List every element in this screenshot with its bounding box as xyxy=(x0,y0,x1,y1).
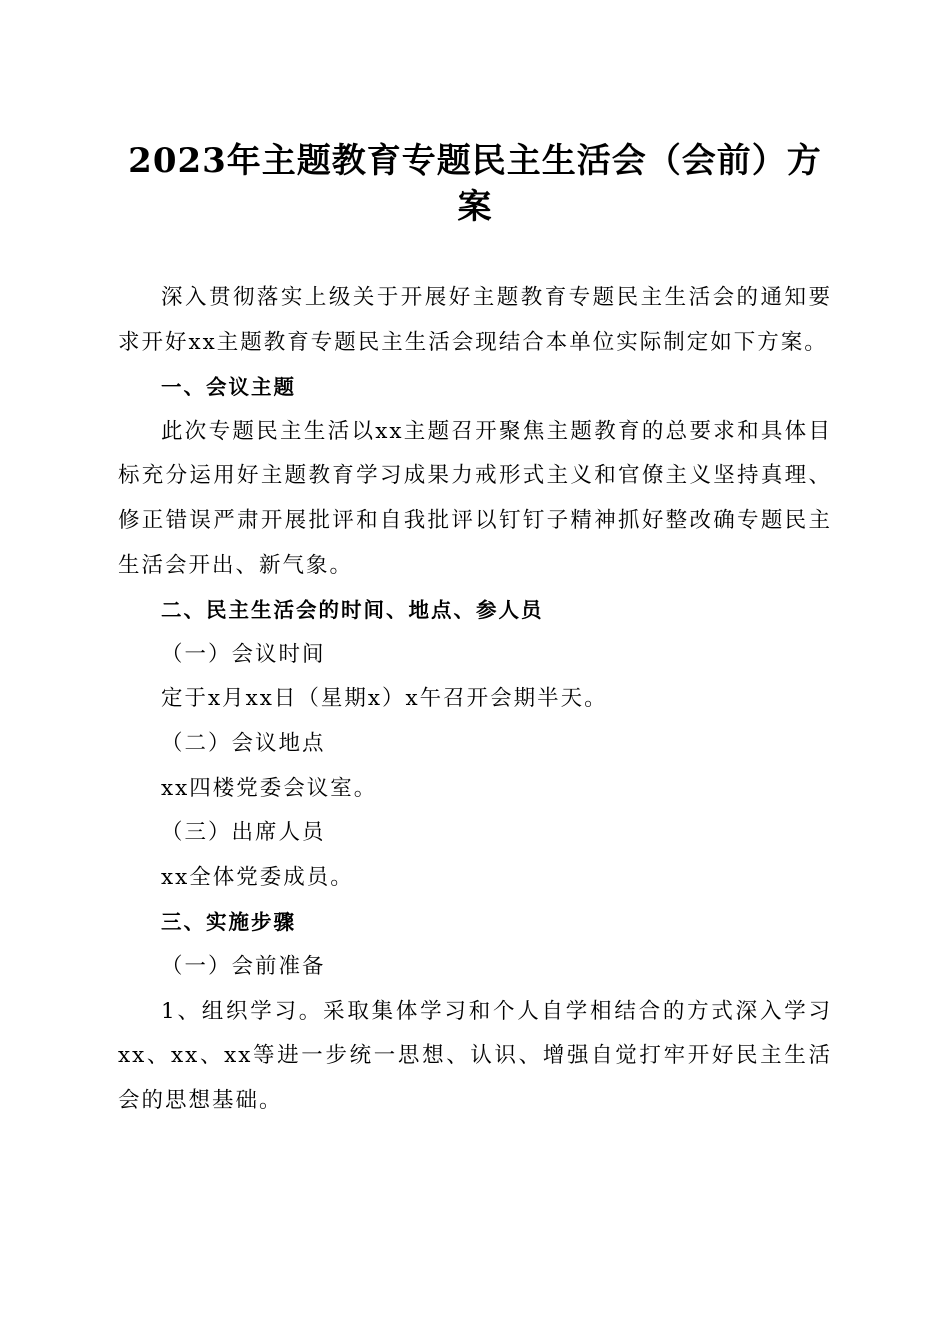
meeting-place-text: xx四楼党委会议室。 xyxy=(161,775,378,801)
document-body xyxy=(118,276,832,1123)
section-heading-implementation-steps: 三、实施步骤 xyxy=(161,910,296,935)
intro-paragraph: 深入贯彻落实上级关于开展好主题教育专题民主生活会的通知要求开好xx主题教育专题民主生活会现结合本单位实际制定如下方案。 xyxy=(118,285,832,355)
theme-paragraph: 此次专题民主生活以xx主题召开聚焦主题教育的总要求和具体目标充分运用好主题教育学习成果力戒形式主义和官僚主义坚持真理、修正错误严肃开展批评和自我批评以钉钉子精神抓好整改确专题民主生活会开出、新气象。 xyxy=(118,418,832,578)
section-heading-theme: 一、会议主题 xyxy=(161,375,296,400)
subheading-pre-meeting-preparation: （一）会前准备 xyxy=(161,953,326,979)
attendees-text: xx全体党委成员。 xyxy=(161,864,354,890)
meeting-time-text: 定于x月xx日（星期x）x午召开会期半天。 xyxy=(161,686,608,712)
subheading-attendees: （三）出席人员 xyxy=(161,820,326,846)
subheading-meeting-place: （二）会议地点 xyxy=(161,730,326,756)
organize-study-paragraph: 1、组织学习。采取集体学习和个人自学相结合的方式深入学习xx、xx、xx等进一步统一思想、认识、增强自觉打牢开好民主生活会的思想基础。 xyxy=(118,998,832,1113)
subheading-meeting-time: （一）会议时间 xyxy=(161,641,326,667)
document-title: 2023年主题教育专题民主生活会（会前）方案 xyxy=(128,141,822,227)
section-heading-time-place-attendees: 二、民主生活会的时间、地点、参人员 xyxy=(161,598,544,623)
